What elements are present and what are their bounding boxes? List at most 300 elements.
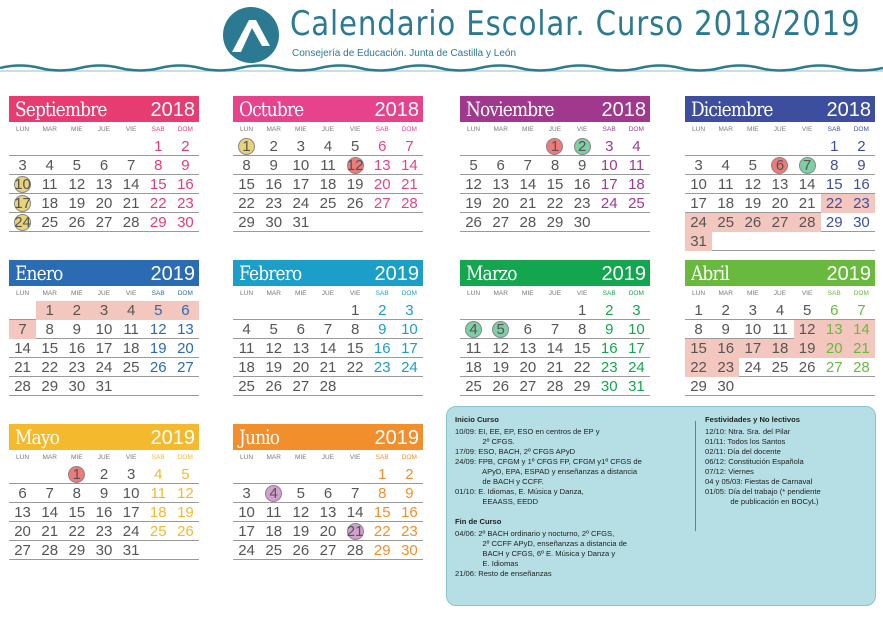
day-cell [685, 194, 712, 213]
day-number: 3 [242, 485, 251, 502]
day-cell [172, 465, 199, 484]
day-cell [685, 175, 712, 194]
day-cell [36, 541, 63, 560]
weekday-label: SAB [827, 290, 841, 297]
day-number: 8 [830, 157, 839, 174]
day-cell [90, 484, 117, 503]
weekday-label: JUE [773, 126, 787, 133]
day-number: 17 [401, 340, 418, 357]
day-number: 3 [99, 302, 109, 319]
day-cell [90, 522, 117, 541]
junta-logo-icon [222, 6, 280, 64]
weekday-row [233, 123, 423, 137]
day-number: 30 [401, 542, 418, 559]
day-cell [766, 358, 793, 377]
day-number: 12 [465, 176, 482, 193]
day-cell [233, 194, 260, 213]
day-number: 18 [238, 359, 255, 376]
day-cell [9, 503, 36, 522]
day-cell [623, 339, 650, 358]
day-cell [623, 320, 650, 339]
day-number: 21 [346, 523, 364, 540]
weekday-label: VIE [576, 290, 588, 297]
month-junio [233, 424, 423, 574]
day-cell [712, 156, 739, 175]
day-number: 23 [95, 523, 113, 540]
day-number: 31 [95, 378, 113, 395]
month-name: Mayo [15, 425, 59, 449]
day-cell [90, 175, 117, 194]
day-cell [314, 156, 341, 175]
day-cell [260, 522, 287, 541]
day-cell [685, 213, 712, 232]
day-cell [145, 213, 172, 232]
day-number: 15 [546, 176, 564, 193]
weekday-label: VIE [576, 126, 588, 133]
day-number: 5 [181, 466, 190, 483]
day-cell [369, 137, 396, 156]
day-number: 31 [292, 214, 310, 231]
month-name: Diciembre [691, 97, 773, 121]
month-header [233, 424, 423, 450]
day-number: 26 [798, 359, 816, 376]
month-year: 2019 [374, 427, 419, 449]
day-cell [541, 358, 568, 377]
day-number: 11 [150, 485, 167, 502]
day-number: 4 [126, 302, 136, 319]
day-cell [596, 301, 623, 320]
day-number: 29 [825, 214, 843, 231]
month-name: Abril [691, 261, 729, 285]
day-number: 21 [14, 359, 31, 376]
day-cell [90, 301, 117, 320]
day-cell [342, 339, 369, 358]
day-number: 25 [41, 214, 59, 231]
day-cell [821, 194, 848, 213]
info-divider [695, 421, 696, 531]
day-cell [9, 175, 36, 194]
info-line: 12/10: Ntra. Sra. del Pilar [705, 427, 791, 436]
day-cell [314, 503, 341, 522]
day-number: 30 [573, 214, 591, 231]
day-number: 19 [346, 176, 364, 193]
day-number: 30 [177, 214, 194, 231]
weekday-label: VIE [801, 290, 813, 297]
day-cell [36, 175, 63, 194]
day-number: 20 [177, 340, 194, 357]
day-cell [118, 484, 145, 503]
page-title: Calendario Escolar. Curso 2018/2019 [290, 4, 861, 44]
day-number: 11 [628, 157, 645, 174]
day-cell [369, 541, 396, 560]
day-number: 18 [265, 523, 283, 540]
day-cell [487, 213, 514, 232]
weekday-label: JUE [97, 126, 111, 133]
day-number: 28 [401, 195, 418, 212]
days-grid [685, 137, 875, 251]
day-cell [342, 541, 369, 560]
day-number: 5 [296, 485, 306, 502]
weekday-label: MAR [42, 454, 57, 461]
day-cell [36, 358, 63, 377]
day-number: 20 [519, 359, 537, 376]
day-cell [821, 301, 848, 320]
day-cell [260, 137, 287, 156]
weekday-label: MIE [295, 126, 307, 133]
days-grid [685, 301, 875, 415]
day-cell [396, 194, 423, 213]
day-number: 15 [690, 340, 707, 357]
day-cell [172, 522, 199, 541]
month-year: 2018 [374, 99, 419, 121]
days-grid [460, 137, 650, 251]
day-cell [314, 484, 341, 503]
month-year: 2019 [150, 263, 195, 285]
day-cell [260, 213, 287, 232]
day-number: 6 [181, 302, 190, 319]
weekday-label: MIE [522, 290, 534, 297]
day-number: 30 [265, 214, 283, 231]
day-number: 12 [177, 485, 194, 502]
weekday-label: MIE [747, 126, 759, 133]
month-year: 2019 [601, 263, 646, 285]
day-number: 23 [373, 359, 391, 376]
day-number: 2 [378, 302, 387, 319]
day-number: 8 [694, 321, 703, 338]
day-cell [145, 194, 172, 213]
day-number: 24 [95, 359, 113, 376]
info-line: 04 y 05/03: Fiestas de Carnaval [705, 477, 813, 486]
day-cell [569, 156, 596, 175]
day-cell [287, 320, 314, 339]
day-cell [596, 156, 623, 175]
info-line: 24/09: FPB, CFGM y 1º CFGS FP, CFGM y1º CFGS de [455, 457, 642, 466]
day-number: 26 [744, 214, 762, 231]
day-cell [596, 194, 623, 213]
day-number: 28 [319, 378, 337, 395]
day-cell [487, 194, 514, 213]
day-number: 16 [265, 176, 283, 193]
weekday-label: LUN [692, 290, 706, 297]
day-cell [712, 377, 739, 396]
day-cell [514, 320, 541, 339]
day-number: 16 [177, 176, 194, 193]
day-cell [596, 175, 623, 194]
month-mayo [9, 424, 199, 574]
day-number: 10 [744, 321, 762, 338]
day-number: 25 [771, 359, 789, 376]
day-cell [63, 377, 90, 396]
day-cell [63, 465, 90, 484]
day-number: 25 [265, 542, 283, 559]
day-number: 1 [45, 302, 54, 319]
day-number: 13 [825, 321, 843, 338]
day-cell [541, 175, 568, 194]
weekday-label: LUN [16, 290, 30, 297]
weekday-label: VIE [801, 126, 813, 133]
day-number: 17 [600, 176, 618, 193]
info-panel [446, 406, 876, 606]
weekday-label: MAR [42, 126, 57, 133]
day-number: 5 [154, 302, 163, 319]
day-cell [514, 339, 541, 358]
day-number: 1 [378, 466, 387, 483]
day-cell [145, 320, 172, 339]
day-cell [287, 137, 314, 156]
day-number: 22 [238, 195, 255, 212]
day-number: 6 [296, 321, 306, 338]
weekday-label: VIE [125, 126, 137, 133]
day-cell [9, 522, 36, 541]
day-number: 14 [41, 504, 59, 521]
day-cell [487, 320, 514, 339]
day-cell [369, 522, 396, 541]
month-header [233, 96, 423, 122]
weekday-label: SAB [602, 126, 616, 133]
day-number: 24 [690, 214, 707, 231]
day-number: 13 [292, 340, 310, 357]
day-number: 25 [628, 195, 645, 212]
day-cell [63, 213, 90, 232]
day-number: 29 [373, 542, 391, 559]
day-cell [260, 175, 287, 194]
day-cell [623, 175, 650, 194]
day-cell [233, 503, 260, 522]
day-number: 25 [465, 378, 482, 395]
days-grid [233, 301, 423, 415]
day-number: 13 [319, 504, 337, 521]
day-cell [396, 465, 423, 484]
day-cell [848, 137, 875, 156]
day-number: 14 [14, 340, 31, 357]
day-cell [172, 339, 199, 358]
month-year: 2019 [374, 263, 419, 285]
day-number: 27 [177, 359, 194, 376]
day-number: 29 [41, 378, 59, 395]
day-number: 11 [238, 340, 255, 357]
weekday-label: SAB [151, 454, 165, 461]
day-cell [712, 320, 739, 339]
weekday-label: LUN [240, 454, 254, 461]
day-cell [90, 194, 117, 213]
day-cell [342, 503, 369, 522]
day-cell [569, 301, 596, 320]
day-cell [145, 156, 172, 175]
day-number: 15 [68, 504, 86, 521]
day-cell [541, 339, 568, 358]
day-cell [118, 503, 145, 522]
day-number: 14 [519, 176, 537, 193]
month-year: 2018 [601, 99, 646, 121]
day-number: 21 [546, 359, 564, 376]
day-number: 6 [775, 157, 785, 174]
day-cell [172, 484, 199, 503]
day-cell [369, 301, 396, 320]
day-cell [739, 213, 766, 232]
day-number: 14 [853, 321, 870, 338]
day-number: 22 [373, 523, 391, 540]
day-number: 25 [149, 523, 167, 540]
day-cell [396, 484, 423, 503]
day-cell [821, 320, 848, 339]
weekday-label: DOM [177, 454, 193, 461]
day-number: 2 [72, 302, 82, 319]
month-name: Marzo [466, 261, 517, 285]
day-cell [287, 358, 314, 377]
day-number: 30 [717, 378, 735, 395]
day-number: 23 [265, 195, 283, 212]
day-number: 28 [519, 214, 537, 231]
days-grid [9, 137, 199, 251]
day-cell [569, 175, 596, 194]
day-cell [623, 358, 650, 377]
day-cell [342, 522, 369, 541]
day-number: 23 [401, 523, 418, 540]
day-number: 5 [802, 302, 812, 319]
day-number: 5 [496, 321, 505, 338]
day-cell [569, 358, 596, 377]
day-cell [848, 175, 875, 194]
weekday-label: MAR [493, 126, 508, 133]
day-number: 27 [771, 214, 789, 231]
day-number: 11 [123, 321, 139, 338]
info-line: 10/09: EI, EE, EP, ESO en centros de EP y [455, 427, 600, 436]
day-cell [342, 156, 369, 175]
day-cell [233, 213, 260, 232]
day-cell [9, 339, 36, 358]
info-line: de publicación en BOCyL) [705, 497, 819, 506]
day-number: 16 [401, 504, 418, 521]
day-number: 9 [181, 157, 190, 174]
day-number: 15 [346, 340, 364, 357]
day-cell [460, 175, 487, 194]
days-grid [9, 465, 199, 579]
day-cell [794, 194, 821, 213]
weekday-label: SAB [375, 126, 389, 133]
day-cell [90, 465, 117, 484]
info-section-title: Inicio Curso [455, 415, 499, 424]
day-cell [848, 194, 875, 213]
day-cell [63, 194, 90, 213]
day-number: 7 [18, 321, 27, 338]
weekday-label: MIE [295, 290, 307, 297]
page-subtitle: Consejería de Educación. Junta de Castilla y León [292, 48, 517, 59]
day-cell [36, 339, 63, 358]
day-number: 16 [68, 340, 86, 357]
day-cell [118, 522, 145, 541]
day-cell [118, 339, 145, 358]
day-cell [460, 339, 487, 358]
day-number: 24 [238, 542, 255, 559]
day-number: 30 [95, 542, 113, 559]
day-number: 21 [41, 523, 59, 540]
weekday-label: MAR [42, 290, 57, 297]
day-cell [145, 358, 172, 377]
weekday-label: MAR [266, 454, 281, 461]
day-number: 24 [292, 195, 310, 212]
weekday-label: JUE [773, 290, 787, 297]
weekday-label: VIE [349, 126, 361, 133]
day-cell [569, 320, 596, 339]
day-number: 23 [573, 195, 591, 212]
day-cell [63, 320, 90, 339]
day-cell [233, 156, 260, 175]
day-number: 19 [68, 195, 86, 212]
day-number: 29 [68, 542, 86, 559]
day-cell [569, 137, 596, 156]
day-number: 25 [319, 195, 337, 212]
day-number: 2 [269, 138, 278, 155]
weekday-label: LUN [467, 126, 481, 133]
day-cell [514, 194, 541, 213]
day-number: 24 [600, 195, 618, 212]
day-cell [90, 377, 117, 396]
month-noviembre [460, 96, 650, 246]
day-cell [9, 213, 36, 232]
day-cell [314, 541, 341, 560]
day-cell [396, 175, 423, 194]
weekday-label: JUE [548, 290, 562, 297]
day-cell [90, 541, 117, 560]
day-number: 12 [346, 157, 364, 174]
day-cell [172, 301, 199, 320]
day-cell [739, 156, 766, 175]
day-number: 9 [99, 485, 109, 502]
day-cell [848, 339, 875, 358]
day-number: 14 [401, 157, 418, 174]
day-number: 27 [519, 378, 537, 395]
day-number: 22 [546, 195, 564, 212]
day-number: 22 [573, 359, 591, 376]
weekday-label: LUN [16, 126, 30, 133]
day-cell [118, 541, 145, 560]
day-cell [685, 358, 712, 377]
info-line: 02/11: Día del docente [705, 447, 781, 456]
weekday-label: SAB [151, 126, 165, 133]
day-cell [36, 484, 63, 503]
day-cell [342, 301, 369, 320]
header-wave-decoration [0, 62, 883, 74]
day-number: 6 [496, 157, 505, 174]
weekday-label: SAB [151, 290, 165, 297]
day-cell [172, 156, 199, 175]
info-line: E. Idiomas [455, 559, 519, 568]
day-number: 15 [573, 340, 591, 357]
day-number: 15 [238, 176, 255, 193]
day-cell [821, 213, 848, 232]
day-number: 12 [149, 321, 167, 338]
day-number: 26 [465, 214, 482, 231]
day-cell [739, 194, 766, 213]
day-number: 7 [802, 157, 812, 174]
month-name: Septiembre [15, 97, 107, 121]
day-cell [314, 377, 341, 396]
day-number: 9 [405, 485, 414, 502]
day-number: 16 [853, 176, 870, 193]
info-line: 21/06: Resto de enseñanzas [455, 569, 552, 578]
day-cell [396, 320, 423, 339]
day-number: 22 [68, 523, 86, 540]
day-cell [260, 377, 287, 396]
day-number: 25 [717, 214, 735, 231]
day-number: 20 [95, 195, 113, 212]
day-cell [369, 339, 396, 358]
weekday-label: MIE [71, 290, 83, 297]
info-line: 17/09: ESO, BACH, 2º CFGS APyD [455, 447, 576, 456]
day-number: 26 [492, 378, 510, 395]
day-number: 29 [546, 214, 564, 231]
day-number: 2 [405, 466, 414, 483]
